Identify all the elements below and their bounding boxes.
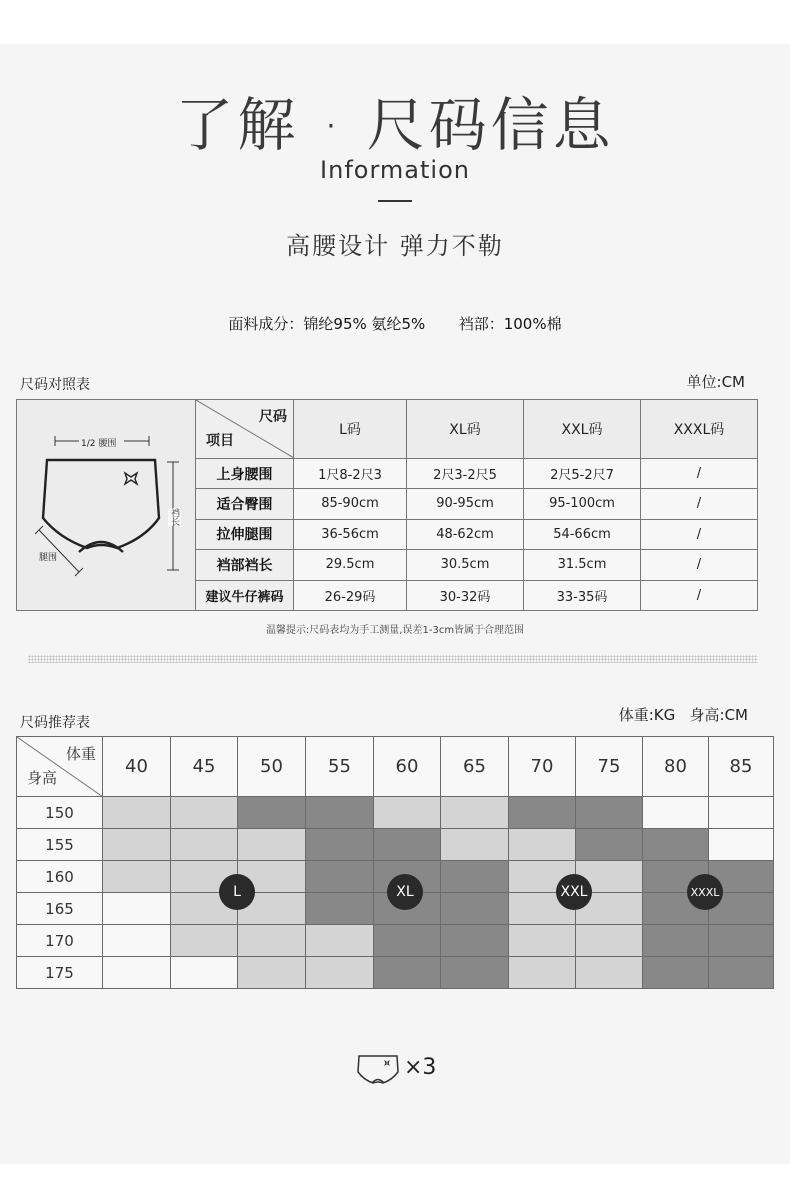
recommend-unit: 体重:KG 身高:CM: [618, 706, 748, 724]
size-cell: [171, 797, 238, 829]
crotch-material: 裆部：100%棉: [458, 315, 562, 333]
height-row-label: 170: [17, 925, 103, 957]
row-label: 裆部裆长: [196, 550, 294, 580]
row-label: 适合臀围: [196, 489, 294, 519]
size-cell: [306, 861, 374, 893]
table-cell: 95-100cm: [524, 489, 641, 519]
table-cell: /: [641, 519, 758, 549]
table-cell: /: [641, 458, 758, 488]
weight-col-header: 40: [103, 737, 171, 797]
size-cell: [103, 829, 171, 861]
size-cell: [103, 925, 171, 957]
table-cell: 2尺3-2尺5: [407, 458, 524, 488]
panties-diagram-icon: [17, 400, 196, 610]
corner-weight-label: 体重: [65, 745, 96, 763]
height-row-label: 160: [17, 861, 103, 893]
table-cell: /: [641, 550, 758, 580]
size-cell: [441, 797, 509, 829]
weight-col-header: 85: [709, 737, 774, 797]
table-cell: 1尺8-2尺3: [294, 458, 407, 488]
size-cell: [441, 925, 509, 957]
weight-col-header: 55: [306, 737, 374, 797]
recommend-title: 尺码推荐表: [20, 715, 90, 731]
size-cell: [643, 797, 709, 829]
size-col-header: XL码: [407, 400, 524, 459]
height-row-label: 175: [17, 957, 103, 989]
size-cell: [238, 925, 306, 957]
size-cell: [306, 893, 374, 925]
weight-col-header: 80: [643, 737, 709, 797]
weight-col-header: 45: [171, 737, 238, 797]
weight-col-header: 60: [374, 737, 441, 797]
size-cell: [374, 829, 441, 861]
divider: [378, 200, 412, 202]
table-row: [17, 925, 774, 957]
row-label: 上身腰围: [196, 458, 294, 488]
size-cell: [509, 957, 576, 989]
table-cell: 36-56cm: [294, 519, 407, 549]
table-cell: 26-29码: [294, 580, 407, 610]
measurement-note: 温馨提示:尺码表均为手工测量,误差1-3cm皆属于合理范围: [265, 625, 525, 636]
table-cell: 31.5cm: [524, 550, 641, 580]
table-cell: 48-62cm: [407, 519, 524, 549]
size-cell: [238, 829, 306, 861]
size-cell: [103, 957, 171, 989]
table-cell: 30-32码: [407, 580, 524, 610]
size-cell: [643, 925, 709, 957]
size-chart-corner: [196, 400, 294, 459]
size-cell: [171, 925, 238, 957]
size-cell: [441, 893, 509, 925]
size-cell: [374, 797, 441, 829]
recommend-corner: [17, 737, 103, 797]
table-cell: 29.5cm: [294, 550, 407, 580]
size-cell: [509, 829, 576, 861]
size-cell: [374, 957, 441, 989]
size-cell: [441, 861, 509, 893]
table-cell: 54-66cm: [524, 519, 641, 549]
size-col-header: XXXL码: [641, 400, 758, 459]
size-cell: [441, 829, 509, 861]
size-cell: [709, 829, 774, 861]
dotted-divider: [28, 655, 758, 663]
table-cell: 33-35码: [524, 580, 641, 610]
size-badge: XXXL: [687, 874, 723, 910]
size-cell: [709, 925, 774, 957]
size-col-header: L码: [294, 400, 407, 459]
table-cell: /: [641, 580, 758, 610]
size-cell: [709, 957, 774, 989]
size-cell: [103, 797, 171, 829]
page-subtitle: Information: [320, 156, 470, 184]
fabric-info: [0, 313, 790, 334]
panties-icon: [357, 1052, 401, 1090]
weight-col-header: 65: [441, 737, 509, 797]
size-cell: [509, 925, 576, 957]
length-label: 裆长: [169, 508, 179, 526]
size-diagram: [17, 400, 196, 611]
table-cell: 2尺5-2尺7: [524, 458, 641, 488]
table-cell: /: [641, 489, 758, 519]
size-chart-title: 尺码对照表: [20, 377, 90, 393]
size-cell: [306, 957, 374, 989]
size-chart-unit: 单位:CM: [686, 373, 745, 391]
size-cell: [643, 957, 709, 989]
row-label: 建议牛仔裤码: [196, 580, 294, 610]
size-cell: [306, 797, 374, 829]
size-cell: [374, 925, 441, 957]
table-cell: 90-95cm: [407, 489, 524, 519]
weight-col-header: 70: [509, 737, 576, 797]
size-badge: L: [219, 874, 255, 910]
size-cell: [576, 829, 643, 861]
size-col-header: XXL码: [524, 400, 641, 459]
table-cell: 30.5cm: [407, 550, 524, 580]
size-badge: XL: [387, 874, 423, 910]
size-cell: [709, 797, 774, 829]
size-cell: [306, 829, 374, 861]
corner-item-label: 项目: [206, 432, 234, 449]
table-row: [17, 957, 774, 989]
weight-col-header: 50: [238, 737, 306, 797]
size-cell: [306, 925, 374, 957]
size-cell: [171, 957, 238, 989]
table-cell: 85-90cm: [294, 489, 407, 519]
table-row: [17, 829, 774, 861]
weight-col-header: 75: [576, 737, 643, 797]
page-title: 了解 · 尺码信息: [175, 91, 615, 159]
size-cell: [441, 957, 509, 989]
size-chart-table: [16, 399, 758, 611]
size-cell: [171, 829, 238, 861]
size-cell: [643, 829, 709, 861]
size-cell: [238, 957, 306, 989]
corner-size-label: 尺码: [259, 409, 287, 425]
size-cell: [576, 925, 643, 957]
fabric-composition: 面料成分：锦纶95% 氨纶5%: [228, 315, 426, 333]
height-row-label: 165: [17, 893, 103, 925]
table-row: [17, 797, 774, 829]
size-cell: [238, 797, 306, 829]
height-row-label: 150: [17, 797, 103, 829]
waist-label: 1/2 腰围: [81, 439, 117, 449]
row-label: 拉伸腿围: [196, 519, 294, 549]
slogan: 高腰设计 弹力不勒: [286, 232, 504, 260]
leg-label: 腿围: [39, 553, 58, 563]
size-cell: [576, 957, 643, 989]
size-recommend-table: [16, 736, 774, 989]
size-badge: XXL: [556, 874, 592, 910]
corner-height-label: 身高: [27, 769, 58, 787]
size-cell: [576, 797, 643, 829]
size-cell: [103, 893, 171, 925]
height-row-label: 155: [17, 829, 103, 861]
quantity-label: ×3: [404, 1055, 437, 1080]
size-cell: [103, 861, 171, 893]
size-cell: [509, 797, 576, 829]
